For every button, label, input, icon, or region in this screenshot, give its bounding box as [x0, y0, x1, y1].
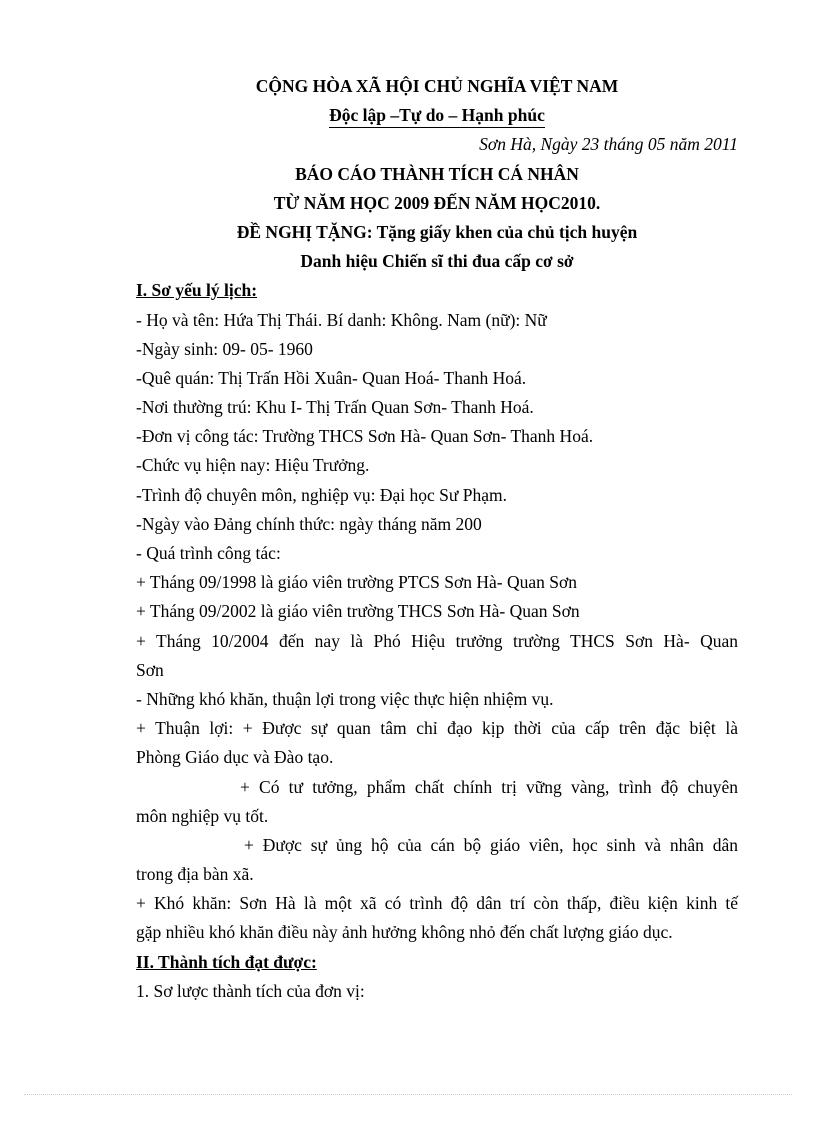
- bio-party-date: -Ngày vào Đảng chính thức: ngày tháng năm 200: [136, 513, 482, 534]
- difficulty-line-2: gặp nhiều khó khăn điều này ảnh hưởng không nhỏ đến chất lượng giáo dục.: [136, 922, 673, 943]
- difficulties-intro: - Những khó khăn, thuận lợi trong việc thực hiện nhiệm vụ.: [136, 688, 554, 709]
- bio-workplace: -Đơn vị công tác: Trường THCS Sơn Hà- Quan Sơn- Thanh Hoá.: [136, 426, 594, 447]
- report-period: TỪ NĂM HỌC 2009 ĐẾN NĂM HỌC2010.: [273, 192, 601, 213]
- career-item-1: + Tháng 09/1998 là giáo viên trường PTCS Sơn Hà- Quan Sơn: [136, 572, 578, 593]
- bio-birth-date: -Ngày sinh: 09- 05- 1960: [136, 338, 313, 359]
- advantage-1-line-1: + Thuận lợi: + Được sự quan tâm chỉ đạo kịp thời của cấp trên đặc biệt là: [136, 718, 738, 739]
- advantage-3-line-2: trong địa bàn xã.: [136, 864, 254, 885]
- advantage-2-line-2: môn nghiệp vụ tốt.: [136, 805, 269, 826]
- place-date: Sơn Hà, Ngày 23 tháng 05 năm 2011: [479, 134, 738, 155]
- award-proposal: ĐỀ NGHỊ TẶNG: Tặng giấy khen của chủ tịch huyện: [236, 221, 638, 242]
- document-page: [136, 72, 738, 1006]
- bio-hometown: -Quê quán: Thị Trấn Hồi Xuân- Quan Hoá- Thanh Hoá.: [136, 367, 527, 388]
- motto-row: [136, 101, 738, 130]
- career-item-3-line-2: Sơn: [136, 659, 164, 680]
- report-title: BÁO CÁO THÀNH TÍCH CÁ NHÂN: [295, 163, 579, 184]
- award-title: Danh hiệu Chiến sĩ thi đua cấp cơ sở: [300, 251, 574, 272]
- career-heading: - Quá trình công tác:: [136, 543, 281, 563]
- difficulty-line-1: + Khó khăn: Sơn Hà là một xã có trình độ dân trí còn thấp, điều kiện kinh tế: [136, 893, 738, 914]
- bio-residence: -Nơi thường trú: Khu I- Thị Trấn Quan Sơn- Thanh Hoá.: [136, 397, 534, 418]
- achievement-item-1: 1. Sơ lược thành tích của đơn vị:: [136, 980, 365, 1001]
- bio-qualification: -Trình độ chuyên môn, nghiệp vụ: Đại học Sư Phạm.: [136, 484, 507, 505]
- national-title: CỘNG HÒA XÃ HỘI CHỦ NGHĨA VIỆT NAM: [255, 76, 619, 96]
- advantage-3-line-1: + Được sự ủng hộ của cán bộ giáo viên, học sinh và nhân dân: [244, 834, 738, 855]
- section-1-heading: I. Sơ yếu lý lịch:: [136, 280, 258, 301]
- advantage-1-line-2: Phòng Giáo dục và Đào tạo.: [136, 747, 334, 768]
- bio-position: -Chức vụ hiện nay: Hiệu Trưởng.: [136, 455, 370, 476]
- national-motto: Độc lập –Tự do – Hạnh phúc: [329, 103, 545, 128]
- career-item-3-line-1: + Tháng 10/2004 đến nay là Phó Hiệu trưởng trường THCS Sơn Hà- Quan: [136, 630, 738, 651]
- bio-name: - Họ và tên: Hứa Thị Thái. Bí danh: Không. Nam (nữ): Nữ: [136, 309, 547, 330]
- page-footer-rule: [24, 1094, 792, 1095]
- career-item-2: + Tháng 09/2002 là giáo viên trường THCS Sơn Hà- Quan Sơn: [136, 601, 580, 622]
- section-2-heading: II. Thành tích đạt được:: [136, 951, 317, 972]
- advantage-2-line-1: + Có tư tưởng, phẩm chất chính trị vững vàng, trình độ chuyên: [240, 776, 738, 797]
